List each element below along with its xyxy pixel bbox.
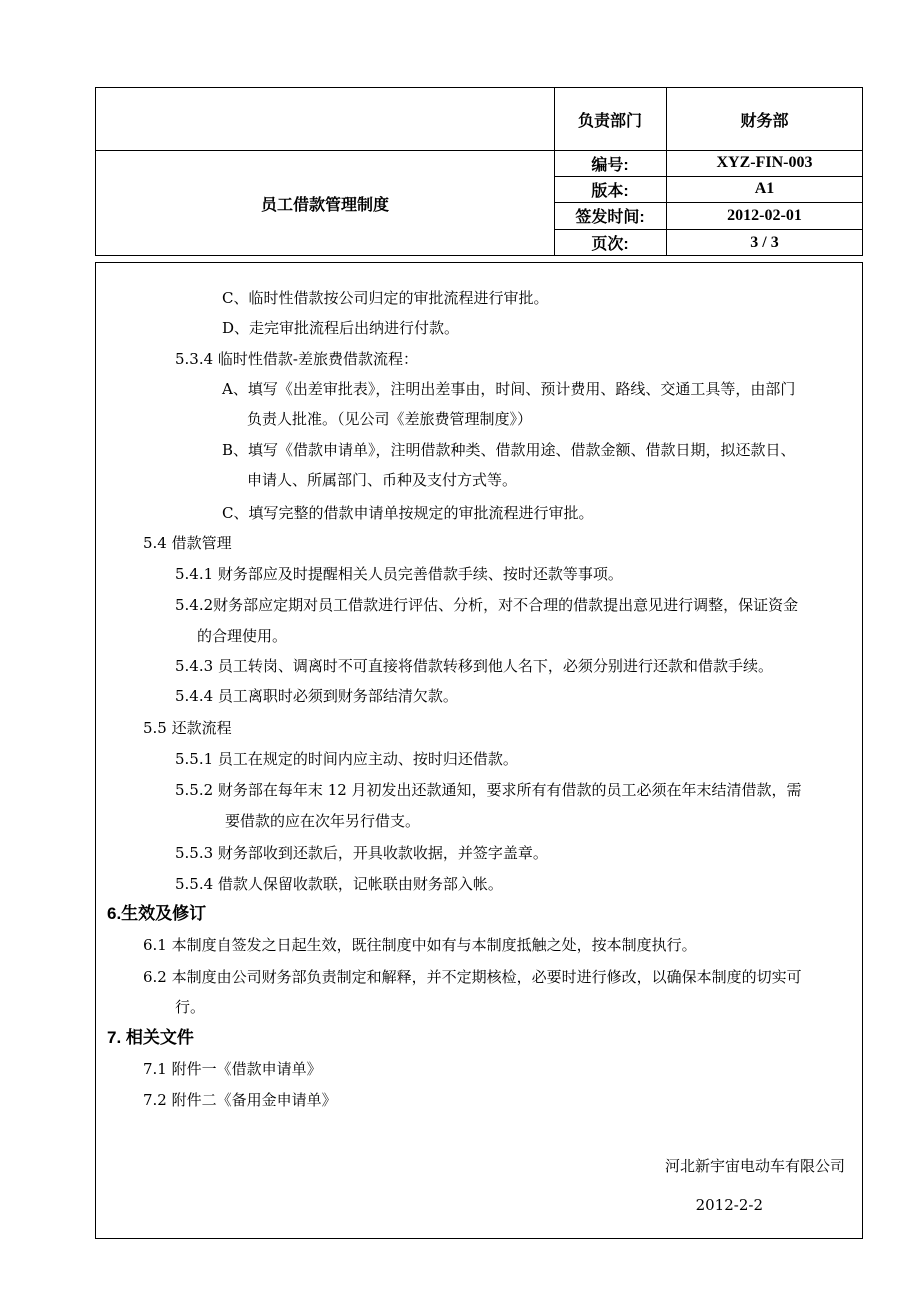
- paragraph-line: 负责人批准。（见公司《差旅费管理制度》）: [247, 410, 533, 428]
- chapter-heading: 7. 相关文件: [107, 1028, 194, 1047]
- paragraph-line: A、填写《出差审批表》，注明出差事由，时间、预计费用、路线、交通工具等，由部门: [222, 380, 796, 398]
- document-title: 员工借款管理制度: [260, 196, 389, 214]
- paragraph-line: 申请人、所属部门、币种及支付方式等。: [247, 471, 518, 489]
- paragraph-line: 行。: [175, 998, 206, 1016]
- paragraph-line: 7.2 附件二《备用金申请单》: [143, 1091, 337, 1109]
- dept-value: 财务部: [740, 112, 789, 130]
- paragraph-line: 要借款的应在次年另行借支。: [225, 812, 421, 830]
- version-value: A1: [754, 180, 775, 197]
- signature-date: 2012-2-2: [695, 1196, 763, 1214]
- dept-label: 负责部门: [577, 112, 642, 130]
- subsection-heading: 5.3.4 临时性借款-差旅费借款流程：: [175, 350, 419, 368]
- company-signature: 河北新宇宙电动车有限公司: [664, 1157, 845, 1175]
- paragraph-line: 5.5.1 员工在规定的时间内应主动、按时归还借款。: [175, 750, 518, 768]
- section-heading: 5.4 借款管理: [143, 534, 232, 552]
- paragraph-line: 5.4.3 员工转岗、调离时不可直接将借款转移到他人名下，必须分别进行还款和借款手续。: [175, 657, 773, 675]
- paragraph-line: 的合理使用。: [197, 627, 288, 645]
- paragraph-line: D、走完审批流程后出纳进行付款。: [222, 319, 460, 337]
- paragraph-line: C、填写完整的借款申请单按规定的审批流程进行审批。: [222, 504, 594, 522]
- paragraph-line: 5.4.1 财务部应及时提醒相关人员完善借款手续、按时还款等事项。: [175, 565, 623, 583]
- page-value: 3 / 3: [750, 233, 779, 251]
- doc-number-label: 编号:: [591, 156, 629, 174]
- issue-date-label: 签发时间:: [575, 209, 645, 226]
- paragraph-line: 5.4.2财务部应定期对员工借款进行评估、分析，对不合理的借款提出意见进行调整，保证资金: [175, 596, 799, 614]
- issue-date-value: 2012-02-01: [727, 206, 802, 224]
- paragraph-line: 5.4.4 员工离职时必须到财务部结清欠款。: [175, 687, 458, 705]
- paragraph-line: B、填写《借款申请单》，注明借款种类、借款用途、借款金额、借款日期，拟还款日、: [222, 441, 796, 459]
- version-label: 版本:: [591, 182, 629, 200]
- paragraph-line: 5.5.2 财务部在每年末 12 月初发出还款通知，要求所有有借款的员工必须在年末结清借款，需: [175, 781, 802, 799]
- paragraph-line: C、临时性借款按公司归定的审批流程进行审批。: [222, 289, 549, 307]
- paragraph-line: 6.1 本制度自签发之日起生效，既往制度中如有与本制度抵触之处，按本制度执行。: [143, 936, 697, 954]
- section-heading: 5.5 还款流程: [143, 719, 232, 737]
- paragraph-line: 6.2 本制度由公司财务部负责制定和解释，并不定期核检，必要时进行修改，以确保本制度的切实可: [143, 968, 802, 986]
- chapter-heading: 6.生效及修订: [107, 904, 207, 923]
- paragraph-line: 5.5.4 借款人保留收款联，记帐联由财务部入帐。: [175, 875, 503, 893]
- doc-number-value: XYZ-FIN-003: [716, 154, 813, 171]
- paragraph-line: 7.1 附件一《借款申请单》: [143, 1060, 322, 1078]
- paragraph-line: 5.5.3 财务部收到还款后，开具收款收据，并签字盖章。: [175, 844, 548, 862]
- document-header-table: [95, 87, 863, 256]
- page-label: 页次:: [591, 236, 629, 253]
